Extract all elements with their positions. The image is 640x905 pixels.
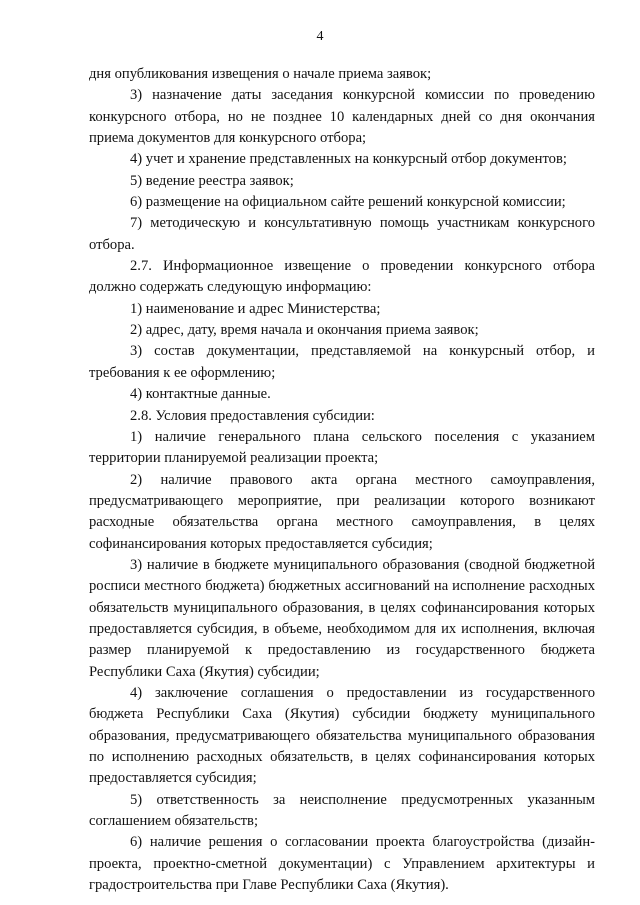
paragraph-item: 3) состав документации, представляемой на конкурсный отбор, и требования к ее оформлению; xyxy=(89,343,595,381)
paragraph-item: 6) наличие решения о согласовании проекта благоустройства (дизайн-проекта, проектно-сметной документации) с Управлением архитектуры и градостроительства при Главе Республики Саха (Якутия). xyxy=(89,834,595,894)
paragraph-item: 6) размещение на официальном сайте решений конкурсной комиссии; xyxy=(130,194,566,211)
paragraph-item: 3) наличие в бюджете муниципального образования (сводной бюджетной росписи местного бюджета) бюджетных ассигнований на исполнение расходных обязательств муниципального образования, в целях софинансирования которых предоставляется субсидия, в объеме, необходимом для их исполнения, включая размер планируемой к предоставлению из государственного бюджета Республики Саха (Якутия) субсидии; xyxy=(89,556,595,680)
paragraph-item: 7) методическую и консультативную помощь участникам конкурсного отбора. xyxy=(89,215,595,253)
paragraph-item: 4) учет и хранение представленных на конкурсный отбор документов; xyxy=(130,151,567,168)
paragraph-item: 2) наличие правового акта органа местного самоуправления, предусматривающего мероприятие, при реализации которого возникают расходные обязательства органа местного самоуправления, в целях софинансирования которых предоставляется субсидия; xyxy=(89,471,595,552)
section-heading-2-8: 2.8. Условия предоставления субсидии: xyxy=(130,407,375,424)
paragraph-continuation: дня опубликования извещения о начале приема заявок; xyxy=(89,66,432,82)
paragraph-item: 4) заключение соглашения о предоставлении из государственного бюджета Республики Саха (Якутия) субсидии бюджету муниципального образования, предусматривающего обязательства муниципального образования по исполнению расходных обязательств, в целях софинансирования которых предоставляется субсидия; xyxy=(89,684,595,787)
paragraph-item: 5) ответственность за неисполнение предусмотренных указанным соглашением обязательств; xyxy=(89,791,595,830)
paragraph-item: 1) наличие генерального плана сельского поселения с указанием территории планируемой реализации проекта; xyxy=(89,428,595,467)
page-number: 4 xyxy=(316,29,324,44)
paragraph-item: 2) адрес, дату, время начала и окончания приема заявок; xyxy=(130,322,479,339)
paragraph-item: 4) контактные данные. xyxy=(130,386,271,403)
document-body xyxy=(89,64,595,896)
paragraph-item: 5) ведение реестра заявок; xyxy=(130,172,294,189)
paragraph-item: 3) назначение даты заседания конкурсной комиссии по проведению конкурсного отбора, но не позднее 10 календарных дней со дня окончания приема документов для конкурсного отбора; xyxy=(89,87,595,147)
section-heading-2-7: 2.7. Информационное извещение о проведении конкурсного отбора должно содержать следующую информацию: xyxy=(89,258,595,296)
paragraph-item: 1) наименование и адрес Министерства; xyxy=(130,300,381,317)
